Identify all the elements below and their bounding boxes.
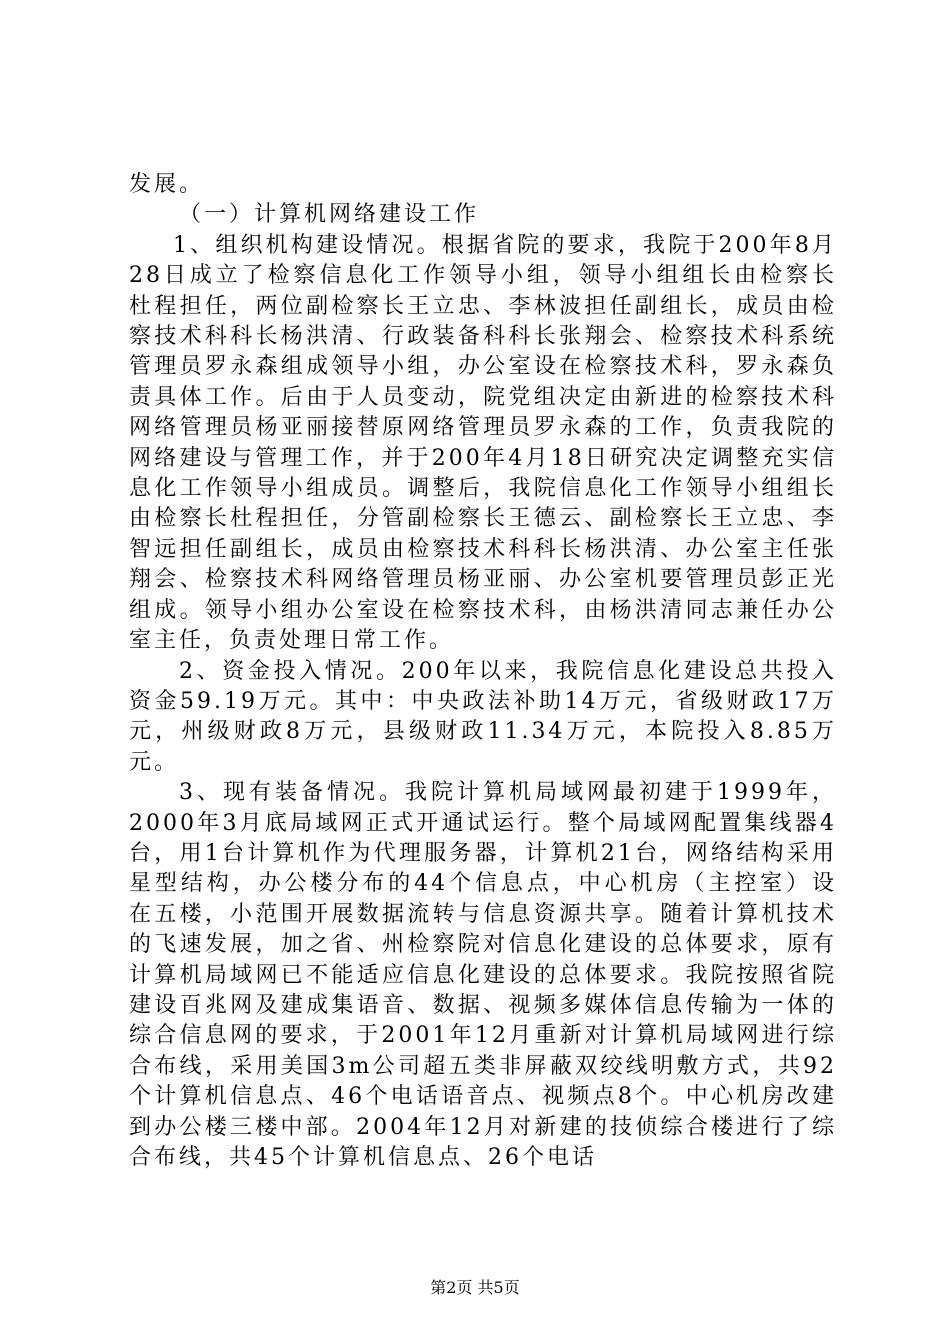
- document-body: [129, 170, 837, 1173]
- paragraph-funding: 2、资金投入情况。200年以来，我院信息化建设总共投入资金59.19万元。其中：中央政法补助14万元，省级财政17万元，州级财政8万元，县级财政11.34万元，本院投入8.85万元。: [129, 658, 837, 775]
- paragraph-continuation: 发展。: [129, 172, 205, 197]
- page-footer: 第2页 共5页: [430, 1278, 520, 1297]
- paragraph-equipment: 3、现有装备情况。我院计算机局域网最初建于1999年，2000年3月底局域网正式开通试运行。整个局域网配置集线器4台，用1台计算机作为代理服务器，计算机21台，网络结构采用星型结构，办公楼分布的44个信息点，中心机房（主控室）设在五楼，小范围开展数据流转与信息资源共享。随着计算机技术的飞速发展，加之省、州检察院对信息化建设的总体要求，原有计算机局域网已不能适应信息化建设的总体要求。我院按照省院建设百兆网及建成集语音、数据、视频多媒体信息传输为一体的综合信息网的要求，于2001年12月重新对计算机局域网进行综合布线，采用美国3m公司超五类非屏蔽双绞线明敷方式，共92个计算机信息点、46个电话语音点、视频点8个。中心机房改建到办公楼三楼中部。2004年12月对新建的技侦综合楼进行了综合布线，共45个计算机信息点、26个电话: [129, 780, 837, 1170]
- paragraph-organization: 1、组织机构建设情况。根据省院的要求，我院于200年8月28日成立了检察信息化工作领导小组，领导小组组长由检察长杜程担任，两位副检察长王立忠、李林波担任副组长，成员由检察技术科科长杨洪清、行政装备科科长张翔会、检察技术科系统管理员罗永森组成领导小组，办公室设在检察技术科，罗永森负责具体工作。后由于人员变动，院党组决定由新进的检察技术科网络管理员杨亚丽接替原网络管理员罗永森的工作，负责我院的网络建设与管理工作，并于200年4月18日研究决定调整充实信息化工作领导小组成员。调整后，我院信息化工作领导小组组长由检察长杜程担任，分管副检察长王德云、副检察长王立忠、李智远担任副组长，成员由检察技术科科长杨洪清、办公室主任张翔会、检察技术科网络管理员杨亚丽、办公室机要管理员彭正光组成。领导小组办公室设在检察技术科，由杨洪清同志兼任办公室主任，负责处理日常工作。: [129, 232, 837, 654]
- section-heading: （一）计算机网络建设工作: [179, 202, 480, 228]
